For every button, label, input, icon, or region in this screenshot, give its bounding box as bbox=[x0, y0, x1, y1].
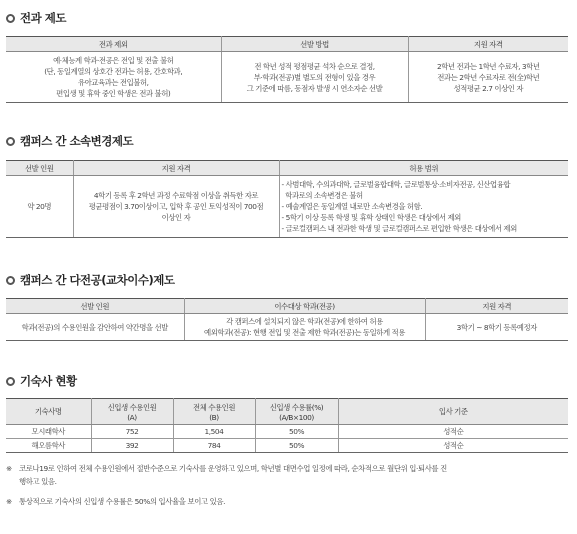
total-capacity-cell: 784 bbox=[173, 439, 255, 453]
admission-criteria-cell: 성적순 bbox=[338, 425, 568, 439]
header-freshman-capacity: 신입생 수용인원 (A) bbox=[91, 399, 173, 425]
count-cell: 약 20명 bbox=[6, 176, 73, 238]
dormitory-table bbox=[6, 398, 568, 453]
target-cell: 각 캠퍼스에 설치되지 않은 학과(전공)에 한하여 허용 예외학과(전공): 현행 전입 및 전출 제한 학과(전공)는 동일하게 적용 bbox=[184, 314, 425, 341]
header-admission-criteria: 입사 기준 bbox=[338, 399, 568, 425]
table-row bbox=[6, 439, 568, 453]
section-title-dormitory bbox=[6, 373, 77, 389]
exclusion-cell: 예·체능계 학과·전공은 전입 및 전출 불허 (단, 동일계열의 상호간 전과는 허용, 간호학과, 유아교육과는 전입불허, 편입생 및 휴학 중인 학생은 전과 불허) bbox=[6, 52, 221, 103]
header-scope: 허용 범위 bbox=[279, 161, 568, 176]
header-freshman-rate: 신입생 수용률(%) (A/B×100) bbox=[255, 399, 338, 425]
header-qualification: 지원 자격 bbox=[425, 299, 568, 314]
header-dorm-name: 기숙사명 bbox=[6, 399, 91, 425]
header-qualification: 지원 자격 bbox=[408, 37, 568, 52]
footnote bbox=[6, 462, 568, 488]
freshman-capacity-cell: 392 bbox=[91, 439, 173, 453]
note-text: 코로나19로 인하여 전체 수용인원에서 절반수준으로 기숙사를 운영하고 있으며, 학년별 대면수업 일정에 따라, 순차적으로 월단위 입·퇴사를 진 bbox=[19, 464, 447, 473]
selection-cell: 전 학년 성적 평점평균 석차 순으로 결정, 부·학과(전공)별 별도의 전형이 있을 경우 그 기준에 따름, 동점자 발생 시 연소자순 선발 bbox=[221, 52, 408, 103]
section-title-text: 전과 제도 bbox=[20, 11, 66, 25]
section-title-transfer bbox=[6, 10, 66, 26]
footnotes bbox=[6, 462, 568, 508]
header-selection: 선발 방법 bbox=[221, 37, 408, 52]
section-title-text: 캠퍼스 간 다전공(교차이수)제도 bbox=[20, 273, 175, 287]
note-text: 통상적으로 기숙사의 신입생 수용률은 50%의 입사율을 보이고 있음. bbox=[19, 497, 226, 506]
circle-bullet-icon bbox=[6, 377, 15, 386]
header-qualification: 지원 자격 bbox=[73, 161, 279, 176]
dorm-name-cell: 해오름학사 bbox=[6, 439, 91, 453]
freshman-capacity-cell: 752 bbox=[91, 425, 173, 439]
multi-major-table bbox=[6, 298, 568, 341]
header-count: 선발 인원 bbox=[6, 299, 184, 314]
footnote bbox=[6, 495, 568, 508]
qualification-cell: 4학기 등록 후 2학년 과정 수료학점 이상을 취득한 자로 평균평점이 3.70이상이고, 입학 후 공인 토익성적이 700점 이상인 자 bbox=[73, 176, 279, 238]
table-row bbox=[6, 425, 568, 439]
note-mark: ※ bbox=[6, 497, 12, 506]
header-total-capacity: 전체 수용인원 (B) bbox=[173, 399, 255, 425]
note-mark: ※ bbox=[6, 464, 12, 473]
dorm-name-cell: 모시래학사 bbox=[6, 425, 91, 439]
freshman-rate-cell: 50% bbox=[255, 425, 338, 439]
section-title-campus-change bbox=[6, 133, 133, 149]
note-text-cont: 행하고 있음. bbox=[19, 477, 57, 486]
scope-cell: - 사범대학, 수의과대학, 글로벌융합대학, 글로벌통상·소비자전공, 신산업융합 학과로의 소속변경은 불허 - 예술계열은 동일계열 내로만 소속변경을 허함. - 5학기 이상 등록 학생 및 휴학 상태인 학생은 대상에서 제외 - 글로컬캠퍼스 내 전과한 학생 및 글로컬캠퍼스로 편입한 학생은 대상에서 제외 bbox=[279, 176, 568, 238]
circle-bullet-icon bbox=[6, 276, 15, 285]
section-title-multi-major bbox=[6, 272, 174, 288]
header-target: 이수대상 학과(전공) bbox=[184, 299, 425, 314]
admission-criteria-cell: 성적순 bbox=[338, 439, 568, 453]
transfer-table bbox=[6, 36, 568, 103]
qualification-cell: 3학기 ~ 8학기 등록예정자 bbox=[425, 314, 568, 341]
header-exclusion: 전과 제외 bbox=[6, 37, 221, 52]
campus-change-table bbox=[6, 160, 568, 238]
section-title-text: 기숙사 현황 bbox=[20, 374, 77, 388]
freshman-rate-cell: 50% bbox=[255, 439, 338, 453]
qualification-cell: 2학년 전과는 1학년 수료자, 3학년 전과는 2학년 수료자로 전(全)학년 성적평균 2.7 이상인 자 bbox=[408, 52, 568, 103]
total-capacity-cell: 1,504 bbox=[173, 425, 255, 439]
circle-bullet-icon bbox=[6, 137, 15, 146]
header-count: 선발 인원 bbox=[6, 161, 73, 176]
circle-bullet-icon bbox=[6, 14, 15, 23]
count-cell: 학과(전공)의 수용인원을 감안하여 약간명을 선발 bbox=[6, 314, 184, 341]
section-title-text: 캠퍼스 간 소속변경제도 bbox=[20, 134, 134, 148]
